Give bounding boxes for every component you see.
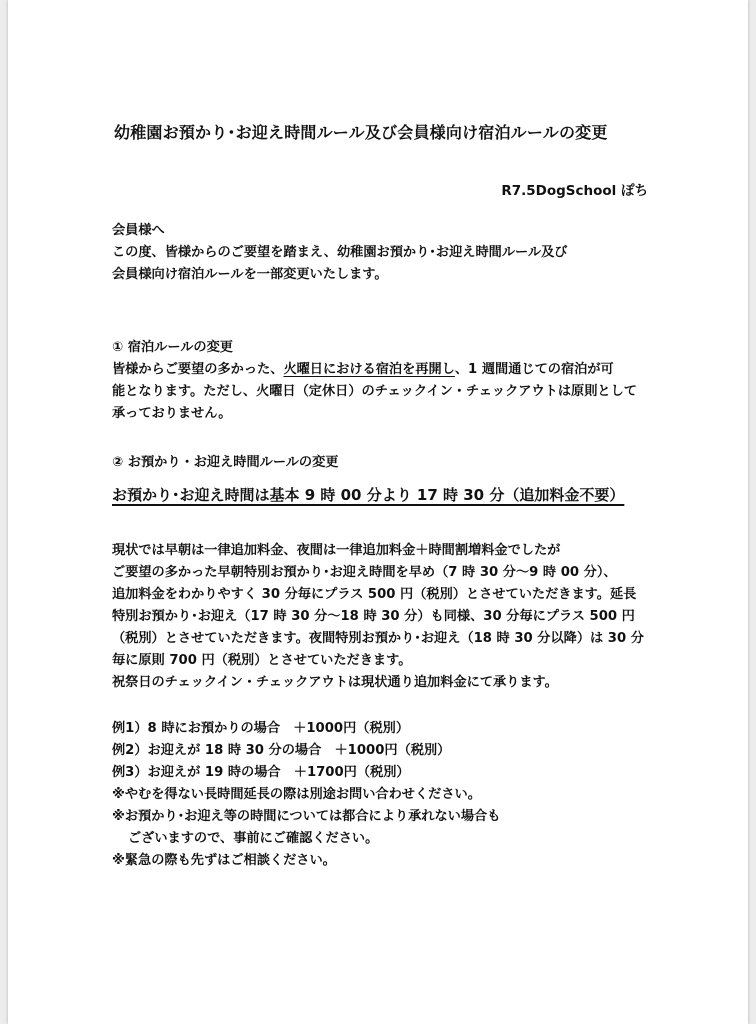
document-page — [8, 0, 748, 1024]
body-line-5: （税別）とさせていただきます。夜間特別お預かり･お迎え（18 時 30 分以降）は 30 分 — [112, 631, 644, 646]
intro-line-2: 会員様向け宿泊ルールを一部変更いたします。 — [112, 267, 388, 282]
section-1-line-3: 承っておりません。 — [112, 406, 232, 421]
example-2: 例2）お迎えが 18 時 30 分の場合 ＋1000円（税別） — [112, 743, 451, 758]
note-1: ※やむを得ない長時間延長の際は別途お問い合わせください。 — [112, 787, 481, 802]
section-1-heading: ① 宿泊ルールの変更 — [112, 340, 233, 355]
note-2-continued: ございますので、事前にご確認ください。 — [128, 831, 379, 846]
body-line-6: 毎に原則 700 円（税別）とさせていただきます。 — [112, 653, 412, 668]
section-1-line-1-c: 、1 週間通じての宿泊が可 — [454, 362, 614, 377]
body-line-7: 祝祭日のチェックイン・チェックアウトは現状通り追加料金にて承ります。 — [112, 675, 558, 690]
body-line-3: 追加料金をわかりやすく 30 分毎にプラス 500 円（税別）とさせていただきます。延長 — [112, 587, 637, 602]
body-line-1: 現状では早朝は一律追加料金、夜間は一律追加料金＋時間割増料金でしたが — [112, 543, 561, 558]
body-line-2: ご要望の多かった早朝特別お預かり･お迎え時間を早め（7 時 30 分～9 時 00 分）、 — [112, 565, 617, 580]
greeting: 会員様へ — [112, 223, 165, 238]
examples-and-notes — [112, 718, 672, 872]
body-line-4: 特別お預かり･お迎え（17 時 30 分～18 時 30 分）も同様、30 分毎にプラス 500 円 — [112, 609, 635, 624]
example-3: 例3）お迎えが 19 時の場合 ＋1700円（税別） — [112, 765, 410, 780]
document-title: 幼稚園お預かり･お迎え時間ルール及び会員様向け宿泊ルールの変更 — [114, 123, 608, 142]
section-2-heading: ② お預かり・お迎え時間ルールの変更 — [112, 455, 339, 470]
note-3: ※緊急の際も先ずはご相談ください。 — [112, 853, 336, 868]
section-1 — [112, 337, 672, 425]
date-signature: R7.5DogSchool ぽち — [501, 183, 648, 199]
intro-line-1: この度、皆様からのご要望を踏まえ、幼稚園お預かり･お迎え時間ルール及び — [112, 245, 568, 260]
section-1-underlined-text: 火曜日における宿泊を再開し — [283, 362, 455, 377]
section-2-body — [112, 540, 672, 694]
intro-block — [112, 220, 672, 286]
section-1-line-1 — [112, 359, 672, 381]
note-2: ※お預かり･お迎え等の時間については都合により承れない場合も — [112, 809, 501, 824]
section-1-line-1-a: 皆様からご要望の多かった、 — [112, 362, 284, 377]
example-1: 例1）8 時にお預かりの場合 ＋1000円（税別） — [112, 721, 410, 736]
section-2-key-rule: お預かり･お迎え時間は基本 9 時 00 分より 17 時 30 分（追加料金不要） — [112, 486, 625, 504]
section-2-heading-block — [112, 452, 672, 474]
section-1-line-2: 能となります。ただし、火曜日（定休日）のチェックイン・チェックアウトは原則として — [112, 384, 637, 399]
